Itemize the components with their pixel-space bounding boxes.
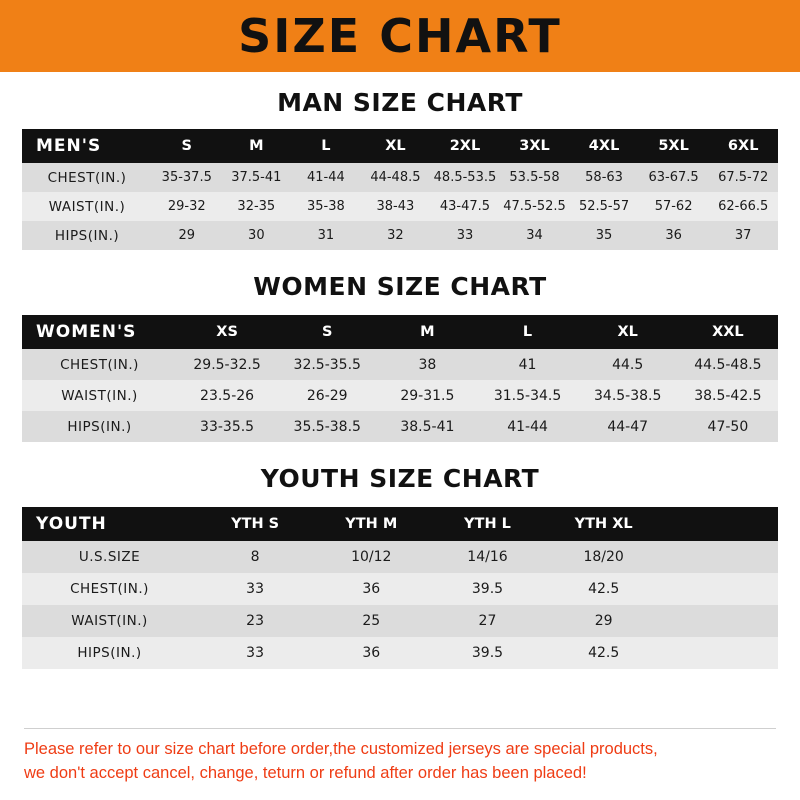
table-row [22, 221, 778, 250]
youth-hips-empty [662, 637, 778, 669]
men-chest-3xl: 53.5-58 [500, 163, 570, 192]
youth-col-m: YTH M [313, 507, 429, 541]
men-waist-m: 32-35 [222, 192, 292, 221]
men-hips-m: 30 [222, 221, 292, 250]
youth-hips-m: 36 [313, 637, 429, 669]
men-chest-6xl: 67.5-72 [708, 163, 778, 192]
youth-waist-s: 23 [197, 605, 313, 637]
men-col-5xl: 5XL [639, 129, 709, 163]
men-chest-s: 35-37.5 [152, 163, 222, 192]
youth-hips-xl: 42.5 [546, 637, 662, 669]
men-chest-5xl: 63-67.5 [639, 163, 709, 192]
youth-waist-empty [662, 605, 778, 637]
men-hips-4xl: 35 [569, 221, 639, 250]
men-hips-3xl: 34 [500, 221, 570, 250]
youth-waist-xl: 29 [546, 605, 662, 637]
youth-row-label-ussize: U.S.SIZE [22, 541, 197, 573]
men-col-6xl: 6XL [708, 129, 778, 163]
women-chest-l: 41 [477, 349, 577, 380]
youth-chest-s: 33 [197, 573, 313, 605]
youth-chest-l: 39.5 [429, 573, 545, 605]
women-waist-m: 29-31.5 [377, 380, 477, 411]
women-row-label-waist: WAIST(IN.) [22, 380, 177, 411]
policy-note-line-1: Please refer to our size chart before order,the customized jerseys are special products, [24, 740, 658, 759]
table-header-row [22, 315, 778, 349]
women-waist-xs: 23.5-26 [177, 380, 277, 411]
men-row-label-chest: CHEST(IN.) [22, 163, 152, 192]
men-section-title: MAN SIZE CHART [277, 88, 523, 117]
women-waist-l: 31.5-34.5 [477, 380, 577, 411]
men-size-table [22, 129, 778, 250]
men-chest-l: 41-44 [291, 163, 361, 192]
table-row [22, 411, 778, 442]
table-row [22, 573, 778, 605]
men-col-3xl: 3XL [500, 129, 570, 163]
youth-ussize-empty [662, 541, 778, 573]
men-row-label-waist: WAIST(IN.) [22, 192, 152, 221]
women-chest-xl: 44.5 [578, 349, 678, 380]
youth-ussize-xl: 18/20 [546, 541, 662, 573]
men-waist-2xl: 43-47.5 [430, 192, 500, 221]
women-col-xs: XS [177, 315, 277, 349]
table-row [22, 349, 778, 380]
men-row-head-label: MEN'S [22, 129, 152, 163]
youth-hips-s: 33 [197, 637, 313, 669]
women-chest-s: 32.5-35.5 [277, 349, 377, 380]
youth-hips-l: 39.5 [429, 637, 545, 669]
youth-row-head-label: YOUTH [22, 507, 197, 541]
women-size-table [22, 315, 778, 442]
page-title: SIZE CHART [238, 9, 562, 63]
youth-chest-empty [662, 573, 778, 605]
youth-col-xl: YTH XL [546, 507, 662, 541]
table-header-row [22, 507, 778, 541]
youth-col-empty [662, 507, 778, 541]
men-waist-l: 35-38 [291, 192, 361, 221]
women-hips-m: 38.5-41 [377, 411, 477, 442]
table-row [22, 541, 778, 573]
youth-row-label-hips: HIPS(IN.) [22, 637, 197, 669]
youth-ussize-m: 10/12 [313, 541, 429, 573]
men-chest-xl: 44-48.5 [361, 163, 431, 192]
chart-content [0, 88, 800, 669]
table-row [22, 163, 778, 192]
men-col-xl: XL [361, 129, 431, 163]
youth-waist-m: 25 [313, 605, 429, 637]
table-row [22, 192, 778, 221]
women-col-xxl: XXL [678, 315, 778, 349]
men-hips-s: 29 [152, 221, 222, 250]
youth-col-l: YTH L [429, 507, 545, 541]
women-hips-xl: 44-47 [578, 411, 678, 442]
women-col-s: S [277, 315, 377, 349]
women-hips-xs: 33-35.5 [177, 411, 277, 442]
youth-section-title: YOUTH SIZE CHART [260, 464, 540, 493]
men-col-4xl: 4XL [569, 129, 639, 163]
men-hips-6xl: 37 [708, 221, 778, 250]
women-row-head-label: WOMEN'S [22, 315, 177, 349]
women-waist-s: 26-29 [277, 380, 377, 411]
men-hips-5xl: 36 [639, 221, 709, 250]
men-waist-xl: 38-43 [361, 192, 431, 221]
women-hips-l: 41-44 [477, 411, 577, 442]
women-chest-xs: 29.5-32.5 [177, 349, 277, 380]
table-row [22, 605, 778, 637]
youth-row-label-waist: WAIST(IN.) [22, 605, 197, 637]
men-chest-2xl: 48.5-53.5 [430, 163, 500, 192]
men-col-m: M [222, 129, 292, 163]
page-header [0, 0, 800, 72]
women-waist-xxl: 38.5-42.5 [678, 380, 778, 411]
youth-waist-l: 27 [429, 605, 545, 637]
youth-ussize-s: 8 [197, 541, 313, 573]
policy-note-line-2: we don't accept cancel, change, teturn or refund after order has been placed! [24, 764, 587, 783]
women-col-l: L [477, 315, 577, 349]
table-row [22, 637, 778, 669]
men-hips-2xl: 33 [430, 221, 500, 250]
men-waist-4xl: 52.5-57 [569, 192, 639, 221]
men-col-l: L [291, 129, 361, 163]
men-row-label-hips: HIPS(IN.) [22, 221, 152, 250]
youth-ussize-l: 14/16 [429, 541, 545, 573]
women-waist-xl: 34.5-38.5 [578, 380, 678, 411]
youth-size-table [22, 507, 778, 669]
table-row [22, 380, 778, 411]
men-waist-s: 29-32 [152, 192, 222, 221]
men-waist-5xl: 57-62 [639, 192, 709, 221]
women-col-xl: XL [578, 315, 678, 349]
women-col-m: M [377, 315, 477, 349]
divider [24, 728, 776, 729]
men-waist-6xl: 62-66.5 [708, 192, 778, 221]
women-chest-xxl: 44.5-48.5 [678, 349, 778, 380]
women-section-title: WOMEN SIZE CHART [253, 272, 547, 301]
women-hips-s: 35.5-38.5 [277, 411, 377, 442]
men-hips-xl: 32 [361, 221, 431, 250]
women-row-label-chest: CHEST(IN.) [22, 349, 177, 380]
women-chest-m: 38 [377, 349, 477, 380]
youth-chest-xl: 42.5 [546, 573, 662, 605]
policy-note [24, 738, 776, 786]
men-waist-3xl: 47.5-52.5 [500, 192, 570, 221]
youth-row-label-chest: CHEST(IN.) [22, 573, 197, 605]
footer-note-area [0, 718, 800, 800]
table-header-row [22, 129, 778, 163]
youth-chest-m: 36 [313, 573, 429, 605]
men-hips-l: 31 [291, 221, 361, 250]
women-row-label-hips: HIPS(IN.) [22, 411, 177, 442]
women-hips-xxl: 47-50 [678, 411, 778, 442]
youth-col-s: YTH S [197, 507, 313, 541]
men-col-2xl: 2XL [430, 129, 500, 163]
men-col-s: S [152, 129, 222, 163]
men-chest-m: 37.5-41 [222, 163, 292, 192]
men-chest-4xl: 58-63 [569, 163, 639, 192]
